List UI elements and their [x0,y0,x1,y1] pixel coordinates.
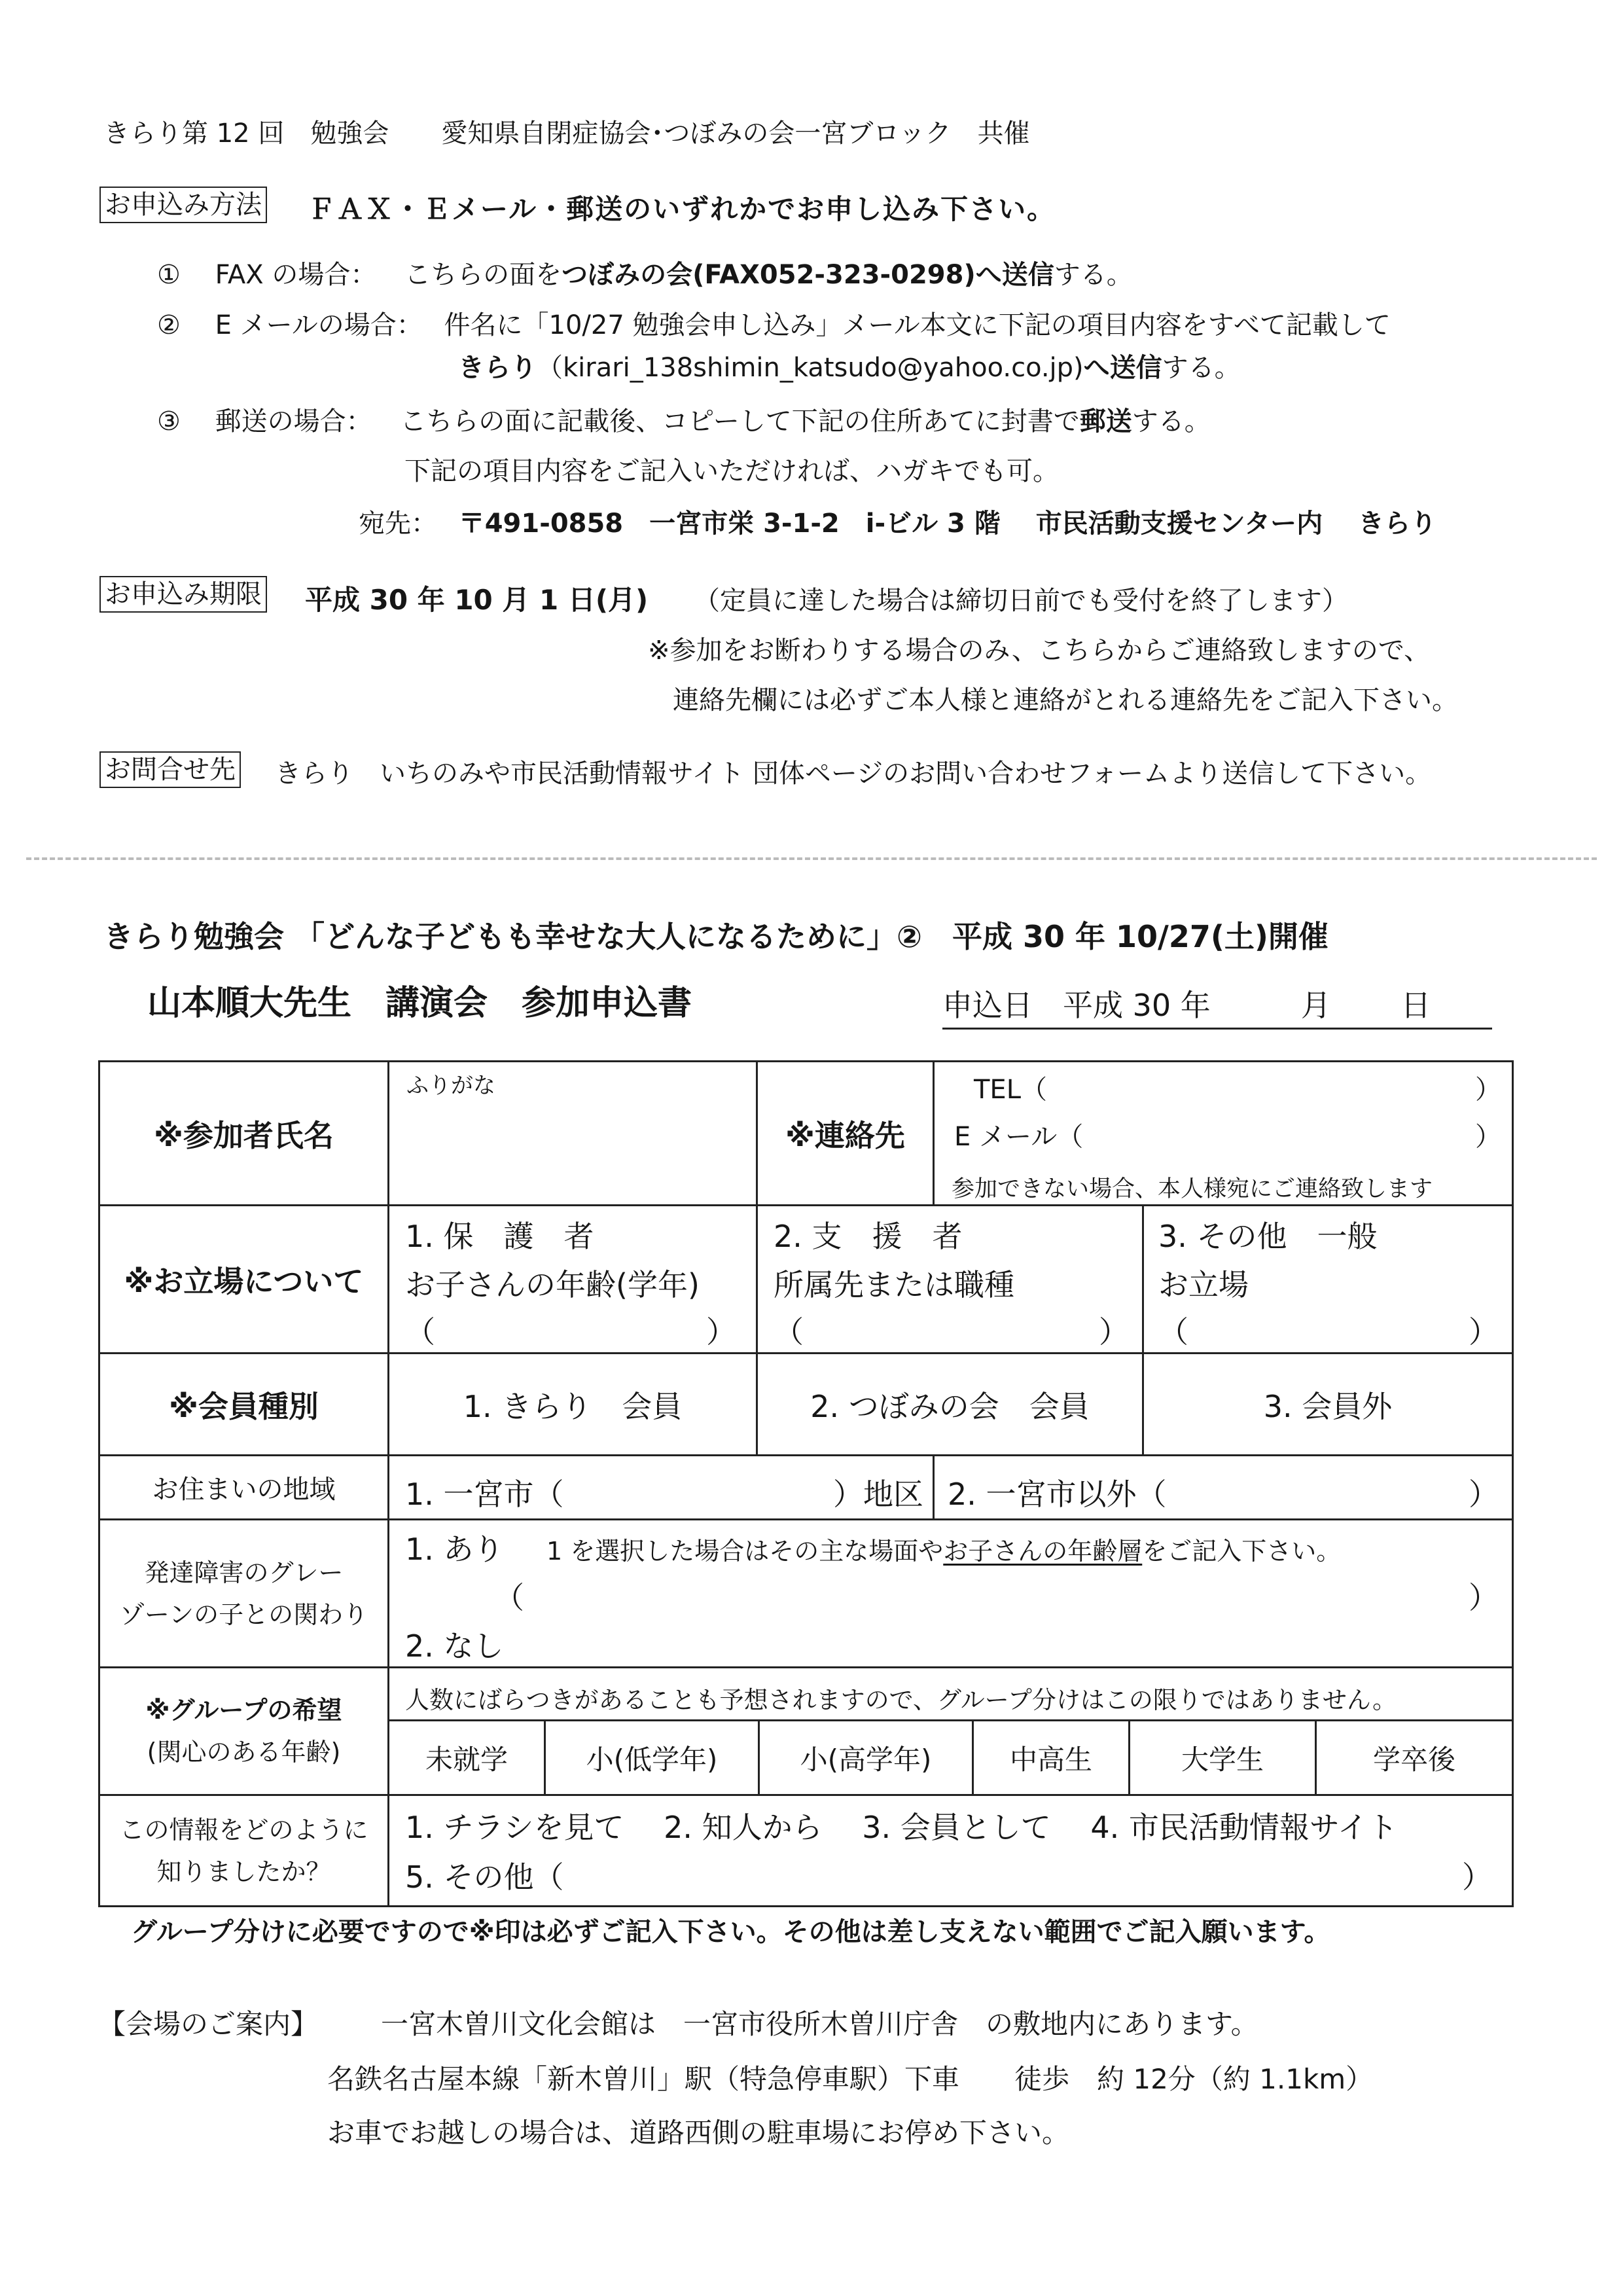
group-option-1[interactable]: 未就学 [389,1721,546,1794]
email-post: する。 [1162,353,1241,383]
info-label-2: 知りましたか？ [156,1857,331,1886]
name-field[interactable] [389,1062,757,1206]
apply-method-headline: ＦＡＸ・Ｅメール・郵送のいずれかでお申し込み下さい。 [308,193,1056,225]
gray-field[interactable] [389,1520,1513,1668]
mail-pre: こちらの面に記載後、コピーして下記の住所あてに封書で [400,406,1080,437]
venue-label: 【会場のご案内】 [98,2008,319,2040]
fax-bold: つぼみの会(FAX052-323-0298)へ送信 [562,260,1054,290]
pos2-open: （ [774,1314,804,1350]
form-footnote: グループ分けに必要ですので※印は必ずご記入下さい。その他は差し支えない範囲でご記入願います。 [131,1917,1330,1947]
tel-label: TEL（ [974,1075,1047,1105]
info-close: ） [1462,1859,1492,1895]
pos2-sub: 所属先または職種 [774,1267,1014,1302]
pos3-close: ） [1469,1314,1499,1350]
group-options [389,1721,1512,1794]
info-field[interactable] [389,1795,1513,1907]
name-label: ※参加者氏名 [154,1117,334,1153]
fax-num: ① [157,260,181,290]
deadline-note2: ※参加をお断わりする場合のみ、こちらからご連絡致しますので、 [648,636,1431,666]
gray-note [546,1531,1341,1567]
area1-close: ）地区 [833,1477,923,1512]
email-bold2: へ送信 [1083,353,1162,383]
email-line [157,304,1391,342]
group-label-cell [99,1668,389,1795]
info-label-cell [99,1795,389,1907]
group-label-1: ※グループの希望 [145,1696,342,1725]
gray-label-cell [99,1520,389,1668]
group-option-4[interactable]: 中高生 [974,1721,1130,1794]
group-option-3[interactable]: 小(高学年) [760,1721,974,1794]
area2-close: ） [1469,1477,1499,1512]
mail-bold: 郵送 [1079,406,1132,437]
info-option-5: 5. その他（ [405,1859,564,1895]
application-date[interactable]: 申込日 平成 30 年 月 日 [942,982,1492,1030]
member-label: ※会員種別 [169,1388,319,1424]
gray-note-post: をご記入下さい。 [1142,1537,1342,1566]
fax-line [157,254,1133,291]
email-field-label: E メール（ [954,1122,1084,1152]
gray-label-1: 発達障害のグレー [144,1558,344,1587]
position-label: ※お立場について [124,1263,364,1299]
group-option-5[interactable]: 大学生 [1130,1721,1317,1794]
application-form-table [98,1060,1514,1907]
venue-line2: 名鉄名古屋本線「新木曽川」駅（特急停車駅）下車 徒歩 約 12分（約 1.1km） [327,2063,1374,2095]
form-title2: 山本順大先生 講演会 参加申込書 [147,984,692,1023]
area1-text: 1. 一宮市（ [405,1477,564,1512]
email-bold1: きらり [458,353,537,383]
form-title1: きらり勉強会 「どんな子どもも幸せな大人になるために」② 平成 30 年 10/27(土)開催 [103,919,1329,954]
mail-title: 郵送の場合： [215,406,372,437]
email-addr: （kirari_138shimin_katsudo@yahoo.co.jp) [537,353,1084,383]
contact-text: きらり いちのみや市民活動情報サイト 団体ページのお問い合わせフォームより送信して下さい。 [275,759,1432,789]
area-option-1[interactable] [389,1456,934,1520]
gray-note-ul: お子さんの年齢層 [943,1537,1143,1566]
contact-label-cell [757,1062,934,1206]
cut-line [26,857,1597,860]
pos2-close: ） [1099,1314,1129,1350]
gray-open: （ [494,1580,524,1615]
pos1-close: ） [706,1314,736,1350]
area-label: お住まいの地域 [152,1475,336,1505]
group-label-2: (関心のある年齢) [147,1738,341,1767]
pos1-open: （ [405,1314,435,1350]
gray-option-2: 2. なし [405,1628,504,1664]
deadline-note3: 連絡先欄には必ずご本人様と連絡がとれる連絡先をご記入下さい。 [673,685,1458,715]
email-title: E メールの場合： [215,310,423,340]
tel-close: ） [1475,1075,1501,1105]
mail-line2: 下記の項目内容をご記入いただければ、ハガキでも可。 [404,456,1059,486]
area-option-2[interactable] [934,1456,1513,1520]
contact-label: お問合せ先 [99,751,241,788]
contact-field[interactable] [934,1062,1513,1206]
group-option-2[interactable]: 小(低学年) [546,1721,760,1794]
mail-address-line [359,503,1436,540]
member3-text: 3. 会員外 [1263,1388,1393,1424]
gray-label-2: ゾーンの子との関わり [119,1600,368,1629]
area2-text: 2. 一宮市以外（ [948,1477,1167,1512]
position-option-2[interactable] [757,1206,1143,1354]
member-option-1[interactable] [389,1354,757,1456]
deadline-date: 平成 30 年 10 月 1 日(月) [305,584,649,616]
email-address-line [458,347,1241,384]
gray-option-1: 1. あり [405,1532,504,1567]
mail-num: ③ [157,406,181,437]
group-field [389,1668,1513,1795]
position-option-1[interactable] [389,1206,757,1354]
header-line: きらり第 12 回 勉強会 愛知県自閉症協会･つぼみの会一宮ブロック 共催 [103,118,1030,149]
info-options: 1. チラシを見て 2. 知人から 3. 会員として 4. 市民活動情報サイト [405,1810,1398,1845]
venue-line3: お車でお越しの場合は、道路西側の駐車場にお停め下さい。 [327,2117,1070,2149]
email-close: ） [1475,1122,1501,1152]
venue-line1: 一宮木曽川文化会館は 一宮市役所木曽川庁舎 の敷地内にあります。 [381,2008,1258,2040]
group-note: 人数にばらつきがあることも予想されますので、グループ分けはこの限りではありません。 [405,1686,1397,1714]
member-option-3[interactable] [1143,1354,1513,1456]
member2-text: 2. つぼみの会 会員 [810,1388,1090,1424]
pos2-title: 2. 支 援 者 [774,1219,963,1254]
furigana-label: ふりがな [406,1073,495,1099]
apply-method-label: お申込み方法 [99,187,267,223]
fax-pre: こちらの面を [404,260,562,290]
name-label-cell [99,1062,389,1206]
position-label-cell [99,1206,389,1354]
area-label-cell [99,1456,389,1520]
pos3-open: （ [1158,1314,1188,1350]
contact-field-label: ※連絡先 [785,1117,905,1153]
deadline-note1: （定員に達した場合は締切日前でも受付を終了します） [694,586,1348,616]
deadline-label: お申込み期限 [99,576,267,613]
member1-text: 1. きらり 会員 [463,1388,683,1424]
mail-line [157,401,1211,438]
pos3-title: 3. その他 一般 [1158,1219,1378,1254]
group-option-6[interactable]: 学卒後 [1372,1743,1455,1776]
pos1-title: 1. 保 護 者 [405,1219,594,1254]
gray-note-pre: 1 を選択した場合はその主な場面や [546,1537,944,1566]
mail-post: する。 [1132,406,1211,437]
fax-post: する。 [1054,260,1133,290]
info-label-1: この情報をどのように [119,1815,368,1844]
contact-note: 参加できない場合、本人様宛にご連絡致します [952,1176,1433,1202]
mail-addr: 〒491-0858 一宮市栄 3-1-2 i-ビル 3 階 市民活動支援センター内 きらり [458,509,1437,539]
fax-title: FAX の場合： [215,260,377,290]
pos1-sub: お子さんの年齢(学年) [405,1267,700,1302]
pos3-sub: お立場 [1158,1267,1249,1302]
mail-addr-label: 宛先： [359,509,437,539]
gray-close: ） [1469,1580,1499,1615]
position-option-3[interactable] [1143,1206,1513,1354]
email-num: ② [157,310,181,340]
member-option-2[interactable] [757,1354,1143,1456]
member-label-cell [99,1354,389,1456]
email-text: 件名に「10/27 勉強会申し込み」メール本文に下記の項目内容をすべて記載して [444,310,1391,340]
